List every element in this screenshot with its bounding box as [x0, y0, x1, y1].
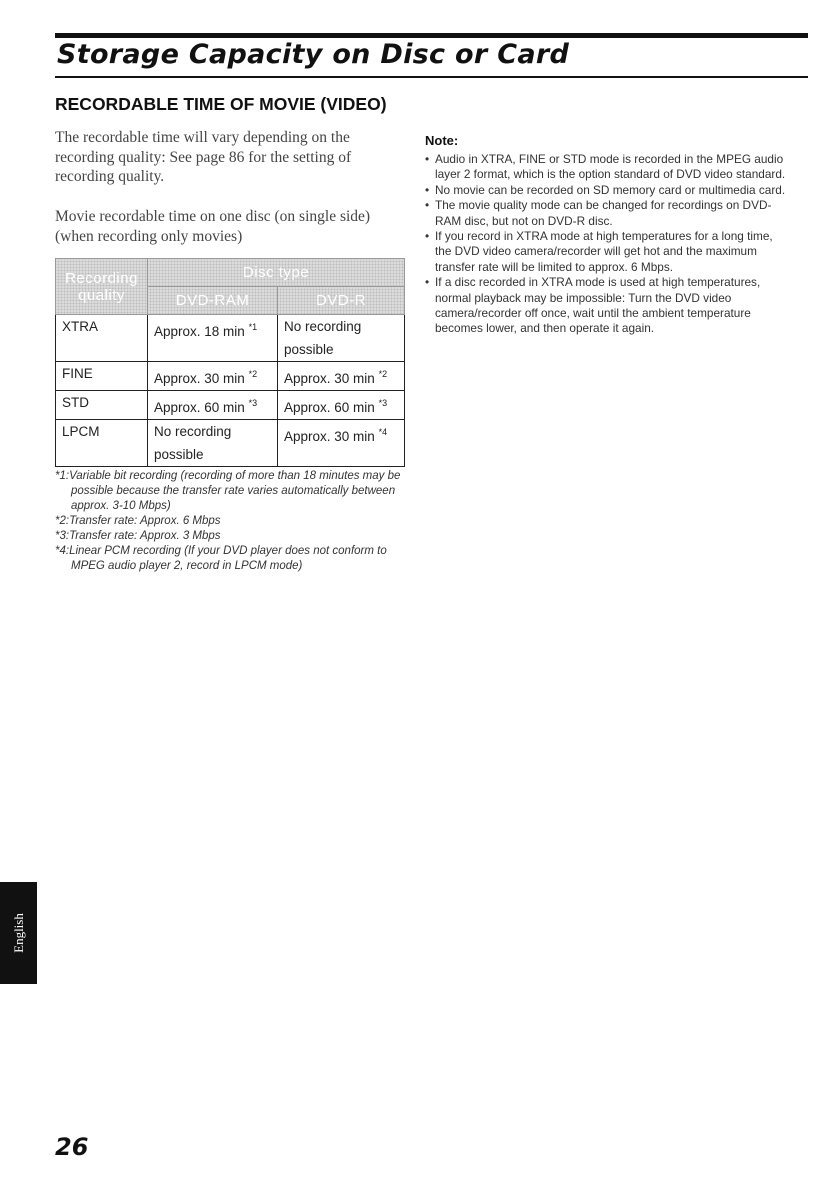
note-list	[425, 152, 787, 337]
cell-value: Approx. 18 min	[154, 324, 245, 339]
cell-value: Approx. 30 min	[284, 371, 375, 386]
dvd-r-cell	[278, 420, 405, 467]
dvd-ram-cell	[148, 362, 278, 391]
footnote-mark: *2	[378, 369, 388, 379]
dvd-ram-cell	[148, 315, 278, 362]
title-underline	[55, 76, 808, 78]
mode-cell: FINE	[56, 362, 148, 391]
recordable-time-table	[55, 258, 405, 467]
header-recording-quality: Recording quality	[56, 259, 148, 315]
cell-value: Approx. 30 min	[154, 371, 245, 386]
footnote-mark: *3	[248, 398, 258, 408]
mode-cell: XTRA	[56, 315, 148, 362]
page-number: 26	[55, 1133, 89, 1161]
cell-value: No recording possible	[154, 424, 232, 462]
header-disc-type: Disc type	[148, 259, 405, 287]
mode-cell: STD	[56, 391, 148, 420]
footnote-list	[55, 469, 405, 574]
page-title: Storage Capacity on Disc or Card	[57, 39, 570, 70]
cell-value: Approx. 60 min	[154, 400, 245, 415]
table-row	[56, 420, 405, 467]
dvd-ram-cell	[148, 420, 278, 467]
footnote-mark: *3	[378, 398, 388, 408]
footnote-mark: *4	[378, 427, 388, 437]
header-dvd-r: DVD-R	[278, 287, 405, 315]
dvd-r-cell	[278, 315, 405, 362]
dvd-r-cell	[278, 362, 405, 391]
mode-cell: LPCM	[56, 420, 148, 467]
note-item: • If a disc recorded in XTRA mode is used at high temperatures, normal playback may be impossible: Turn the DVD video camera/recorder off once, wait until the ambient temperature becomes lower, and then operate it again.	[425, 275, 787, 337]
language-side-tab	[0, 882, 37, 984]
dvd-ram-cell	[148, 391, 278, 420]
note-label: Note:	[425, 133, 459, 148]
note-item: • No movie can be recorded on SD memory card or multimedia card.	[425, 183, 787, 198]
footnote: *2:Transfer rate: Approx. 6 Mbps	[55, 515, 221, 527]
footnote: *1:Variable bit recording (recording of more than 18 minutes may be possible because the transfer rate varies automatically between approx. 3-10 Mbps)	[55, 470, 401, 512]
title-top-rule	[55, 33, 808, 38]
intro-paragraph: The recordable time will vary depending on the recording quality: See page 86 for the setting of recording quality.	[55, 129, 352, 185]
table-row	[56, 362, 405, 391]
table-row	[56, 391, 405, 420]
footnote-mark: *1	[248, 322, 258, 332]
intro-paragraph: Movie recordable time on one disc (on single side) (when recording only movies)	[55, 208, 371, 245]
note-item: • The movie quality mode can be changed for recordings on DVD-RAM disc, but not on DVD-R disc.	[425, 198, 787, 229]
footnote-mark: *2	[248, 369, 258, 379]
cell-value: Approx. 30 min	[284, 429, 375, 444]
footnote: *4:Linear PCM recording (If your DVD player does not conform to MPEG audio player 2, record in LPCM mode)	[55, 545, 387, 572]
note-item: • If you record in XTRA mode at high temperatures for a long time, the DVD video camera/recorder will get hot and the maximum transfer rate will be limited to approx. 6 Mbps.	[425, 229, 787, 275]
table-row	[56, 315, 405, 362]
section-heading: RECORDABLE TIME OF MOVIE (VIDEO)	[55, 94, 387, 114]
cell-value: No recording possible	[284, 319, 362, 357]
language-label: English	[10, 913, 26, 953]
footnote: *3:Transfer rate: Approx. 3 Mbps	[55, 530, 221, 542]
note-item: • Audio in XTRA, FINE or STD mode is recorded in the MPEG audio layer 2 format, which is the option standard of DVD video standard.	[425, 152, 787, 183]
header-dvd-ram: DVD-RAM	[148, 287, 278, 315]
cell-value: Approx. 60 min	[284, 400, 375, 415]
dvd-r-cell	[278, 391, 405, 420]
